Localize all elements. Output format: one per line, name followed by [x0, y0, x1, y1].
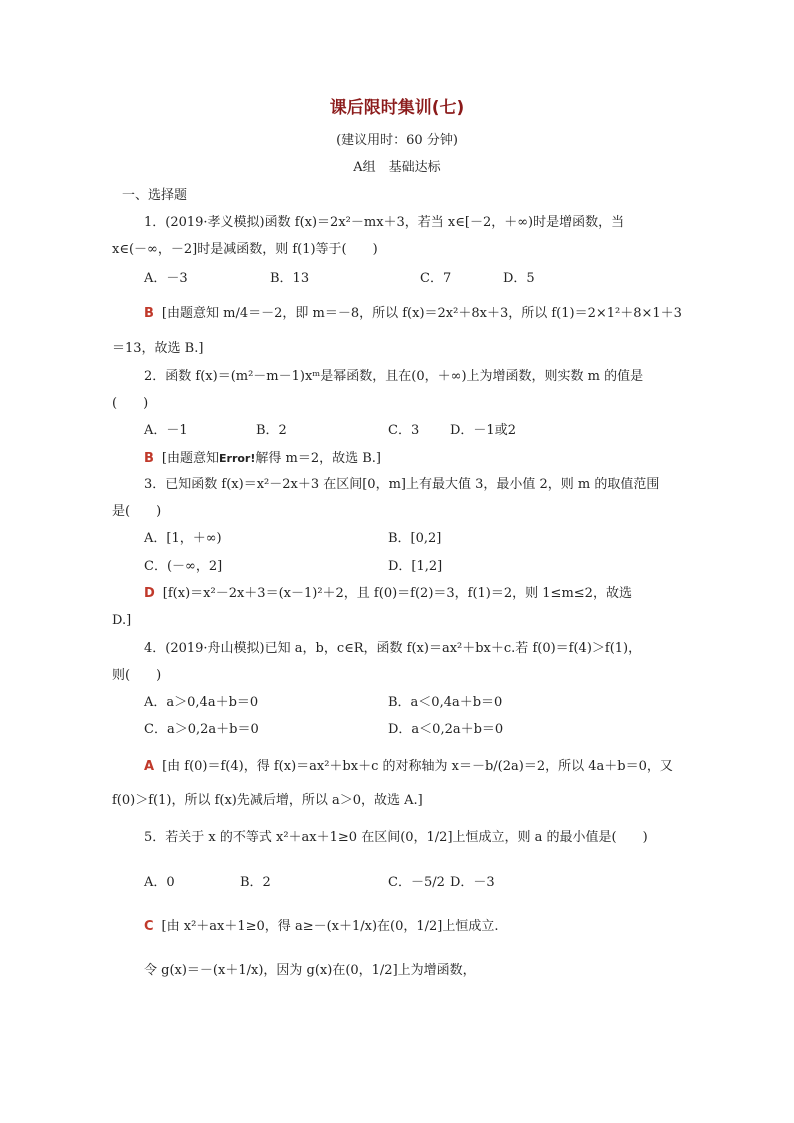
- q4-option-a: A．a＞0,4a＋b＝0: [144, 695, 259, 710]
- q2-answer: B: [144, 451, 154, 466]
- q4-line2: 则( ): [112, 668, 162, 683]
- q5-option-b: B．2: [240, 875, 271, 890]
- q5-option-d: D．－3: [450, 875, 495, 890]
- q1-line2: x∈(－∞，－2]时是减函数，则 f(1)等于( ): [112, 242, 378, 257]
- q4-answer: A: [144, 759, 155, 774]
- q4-option-d: D．a＜0,2a＋b＝0: [388, 722, 504, 737]
- q2-solution-prefix: [由题意知: [161, 451, 219, 466]
- q4-solution-text: [由 f(0)＝f(4)，得 f(x)＝ax²＋bx＋c 的对称轴为 x＝－b/(2a)＝2，所以 4a＋b＝0，又: [162, 759, 673, 774]
- q3-option-d: D．[1,2]: [388, 559, 443, 574]
- q3-line2: 是( ): [112, 504, 162, 519]
- q3-line1: 3．已知函数 f(x)＝x²－2x＋3 在区间[0，m]上有最大值 3，最小值 2，则 m 的取值范围: [144, 477, 660, 492]
- q1-solution-line1: [144, 305, 682, 323]
- q1-option-b: B．13: [270, 271, 310, 286]
- q1-solution-text: [由题意知 m/4＝－2，即 m＝－8，所以 f(x)＝2x²＋8x＋3，所以 f(1)＝2×1²＋8×1＋3: [161, 306, 682, 321]
- q1-answer: B: [144, 306, 154, 321]
- q3-solution-line2: D.]: [112, 613, 132, 628]
- q4-option-c: C．a＞0,2a＋b＝0: [144, 722, 259, 737]
- q5-option-c: C．－5/2: [388, 875, 445, 890]
- q5-line1: 5．若关于 x 的不等式 x²＋ax＋1≥0 在区间(0，1/2]上恒成立，则 a 的最小值是( ): [144, 830, 648, 845]
- q3-solution-line1: [144, 585, 632, 603]
- q3-option-b: B．[0,2]: [388, 531, 442, 546]
- q1-option-d: D．5: [503, 271, 535, 286]
- q2-option-a: A．－1: [144, 423, 188, 438]
- q2-error-marker: Error!: [219, 452, 256, 465]
- section-heading: 一、选择题: [122, 188, 188, 203]
- group-heading: A组 基础达标: [353, 160, 441, 175]
- time-hint: (建议用时：60 分钟): [336, 133, 458, 148]
- q2-solution-suffix: 解得 m＝2，故选 B.]: [255, 451, 381, 466]
- q5-solution-text: [由 x²＋ax＋1≥0，得 a≥－(x＋1/x)在(0，1/2]上恒成立.: [161, 919, 499, 934]
- q1-solution-line2: ＝13，故选 B.]: [112, 341, 204, 356]
- q1-option-a: A．－3: [144, 271, 188, 286]
- q3-option-a: A．[1，＋∞): [144, 531, 222, 546]
- q5-option-a: A．0: [144, 875, 175, 890]
- q2-option-c: C．3: [388, 423, 420, 438]
- q2-option-b: B．2: [256, 423, 287, 438]
- q2-line1: 2．函数 f(x)＝(m²－m－1)xᵐ是幂函数，且在(0，＋∞)上为增函数，则实数 m 的值是: [144, 369, 644, 384]
- q2-line2: ( ): [112, 396, 149, 411]
- q3-option-c: C．(－∞，2]: [144, 559, 223, 574]
- page-title: 课后限时集训(七): [329, 98, 465, 118]
- q5-answer: C: [144, 919, 154, 934]
- q1-option-c: C．7: [420, 271, 452, 286]
- q3-solution-text: [f(x)＝x²－2x＋3＝(x－1)²＋2，且 f(0)＝f(2)＝3，f(1)＝2，则 1≤m≤2，故选: [162, 586, 632, 601]
- q4-line1: 4．(2019·舟山模拟)已知 a，b，c∈R，函数 f(x)＝ax²＋bx＋c.若 f(0)＝f(4)＞f(1)，: [144, 641, 642, 656]
- q4-solution-line2: f(0)＞f(1)，所以 f(x)先减后增，所以 a＞0，故选 A.]: [112, 793, 423, 808]
- q2-option-d: D．－1或2: [450, 423, 516, 438]
- q4-option-b: B．a＜0,4a＋b＝0: [388, 695, 503, 710]
- q4-solution-line1: [144, 758, 673, 776]
- q2-solution-line: [144, 450, 381, 468]
- q3-answer: D: [144, 586, 155, 601]
- q5-solution-line1: [144, 918, 499, 936]
- q5-solution-line2: 令 g(x)＝－(x＋1/x)，因为 g(x)在(0，1/2]上为增函数，: [144, 963, 476, 978]
- q1-line1: 1．(2019·孝义模拟)函数 f(x)＝2x²－mx＋3，若当 x∈[－2，＋∞)时是增函数，当: [144, 215, 625, 230]
